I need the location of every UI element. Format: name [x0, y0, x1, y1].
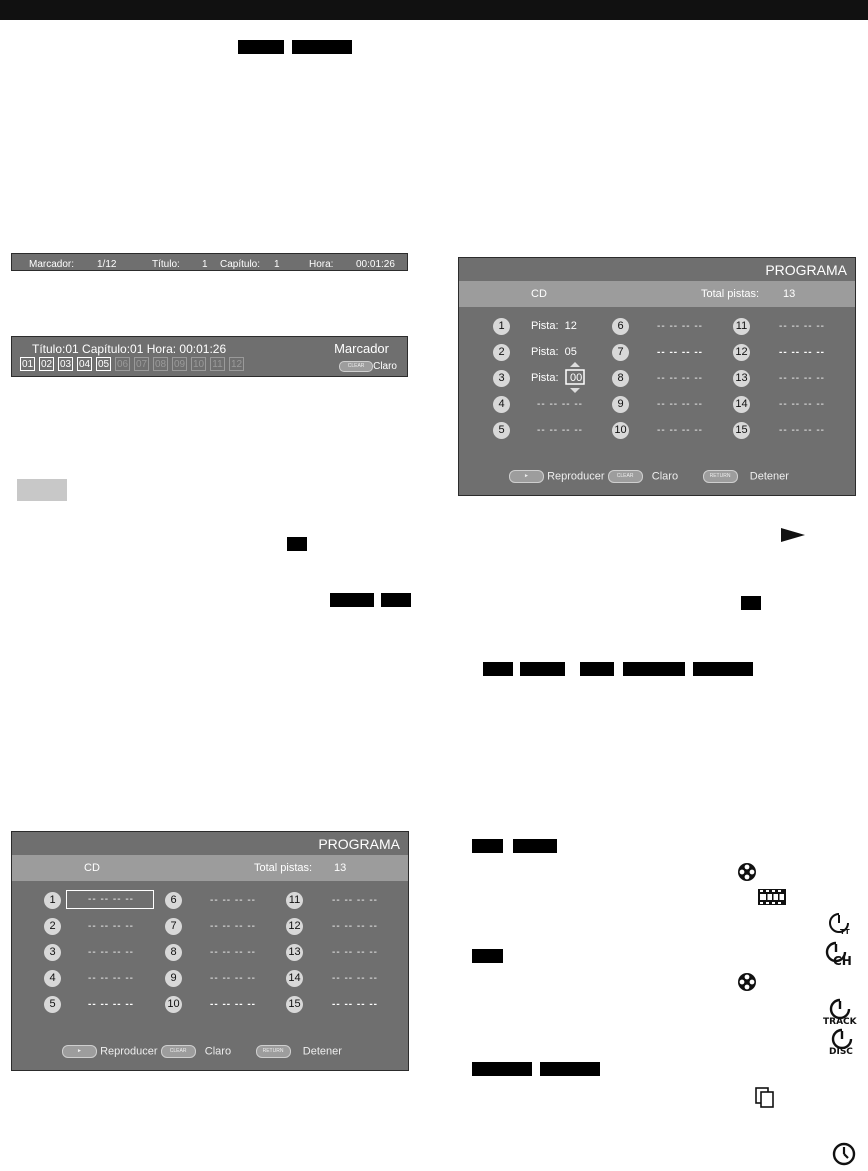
slot-number: 14 — [733, 396, 750, 413]
slot-number: 2 — [493, 344, 510, 361]
marker-slot[interactable]: 11 — [210, 357, 225, 371]
titulo-label: Título: — [152, 259, 180, 270]
disc-tag — [472, 949, 503, 963]
empty-slot: -- -- -- -- — [537, 399, 583, 410]
slot-number: 15 — [286, 996, 303, 1013]
marcador-label: Marcador: — [29, 259, 75, 270]
empty-slot: -- -- -- -- — [779, 347, 825, 358]
hora-label: Hora: — [309, 259, 334, 270]
pista-label: Pista: — [531, 320, 559, 332]
empty-slot: -- -- -- -- — [210, 999, 256, 1010]
empty-slot: -- -- -- -- — [88, 921, 134, 932]
empty-slot: -- -- -- -- — [332, 921, 378, 932]
empty-slot: -- -- -- -- — [88, 999, 134, 1010]
clear-pill: CLEAR — [339, 361, 373, 372]
programa-header — [12, 855, 408, 881]
clock-track-icon — [822, 998, 860, 1031]
slot-number: 12 — [286, 918, 303, 935]
slot-number: 15 — [733, 422, 750, 439]
stop-label: Detener — [749, 470, 789, 483]
marker-slot[interactable]: 07 — [135, 359, 148, 370]
empty-slot: -- -- -- -- — [332, 999, 378, 1010]
film-reel-icon — [737, 862, 757, 887]
total-value: 13 — [783, 288, 796, 300]
empty-slot: -- -- -- -- — [657, 321, 703, 332]
slot-number: 5 — [44, 996, 61, 1013]
slot-number: 14 — [286, 970, 303, 987]
total-value: 13 — [334, 862, 347, 874]
programa-footer — [509, 470, 789, 483]
clear-pill[interactable]: CLEAR — [608, 470, 643, 483]
clock-icon — [832, 1142, 856, 1171]
empty-slot: -- -- -- -- — [210, 947, 256, 958]
slot-number: 7 — [165, 918, 182, 935]
pages-icon — [755, 1087, 775, 1114]
marker-status-bar — [11, 253, 408, 271]
svg-text:TT: TT — [840, 928, 850, 936]
empty-slot: -- -- -- -- — [657, 425, 703, 436]
hora-value: 00:01:26 — [356, 259, 395, 270]
play-label: Reproducer — [100, 1045, 158, 1058]
marker-slot[interactable]: 09 — [173, 359, 186, 370]
svg-text:CH: CH — [833, 954, 852, 967]
slot-number: 3 — [493, 370, 510, 387]
slot-number: 11 — [733, 318, 750, 335]
slot-number: 1 — [44, 892, 61, 909]
return-pill[interactable]: RETURN — [256, 1045, 291, 1058]
top-bar — [0, 0, 868, 20]
marker-slot[interactable]: 10 — [192, 359, 205, 370]
play-pill[interactable]: ► — [509, 470, 544, 483]
slot-number: 13 — [286, 944, 303, 961]
pista-value: 00 — [570, 372, 583, 384]
empty-slot: -- -- -- -- — [779, 373, 825, 384]
disc-tag — [238, 40, 284, 54]
slot-number: 6 — [612, 318, 629, 335]
slot-number: 8 — [165, 944, 182, 961]
empty-slot: -- -- -- -- — [779, 425, 825, 436]
slot-number: 10 — [612, 422, 629, 439]
programa-footer — [62, 1045, 342, 1058]
slot-number: 5 — [493, 422, 510, 439]
slot-number: 13 — [733, 370, 750, 387]
programa-screen-left — [11, 831, 409, 1071]
clear-label: Claro — [651, 470, 679, 483]
pista-row[interactable] — [531, 372, 559, 384]
slot-number: 4 — [493, 396, 510, 413]
programa-screen-right — [458, 257, 856, 496]
empty-slot: -- -- -- -- — [88, 973, 134, 984]
empty-slot: -- -- -- -- — [210, 921, 256, 932]
total-label: Total pistas: — [701, 288, 760, 300]
film-reel-icon — [737, 972, 757, 997]
stop-label: Detener — [302, 1045, 342, 1058]
capitulo-label: Capítulo: — [220, 259, 261, 270]
disc-tag — [381, 593, 411, 607]
source-label: CD — [84, 862, 100, 874]
clear-pill[interactable]: CLEAR — [161, 1045, 196, 1058]
disc-tag — [472, 839, 503, 853]
disc-tag — [472, 1062, 532, 1076]
marker-slot[interactable]: 01 — [21, 359, 34, 370]
empty-slot: -- -- -- -- — [779, 321, 825, 332]
clock-ch-icon — [824, 941, 856, 972]
empty-slot: -- -- -- -- — [210, 973, 256, 984]
marker-slot[interactable]: 05 — [97, 359, 110, 370]
empty-slot: -- -- -- -- — [537, 425, 583, 436]
source-label: CD — [531, 288, 547, 300]
play-arrow-icon — [781, 528, 805, 547]
slot-number: 10 — [165, 996, 182, 1013]
marker-slot[interactable]: 04 — [78, 359, 91, 370]
empty-slot: -- -- -- -- — [88, 894, 134, 905]
svg-text:DISC: DISC — [829, 1047, 853, 1056]
pista-label: Pista: — [531, 372, 559, 384]
clock-disc-icon — [826, 1028, 860, 1061]
disc-tag — [741, 596, 761, 610]
clock-tt-icon — [828, 912, 852, 941]
programa-title: PROGRAMA — [318, 836, 400, 852]
disc-tag — [513, 839, 557, 853]
marker-title: Marcador — [334, 341, 389, 356]
empty-slot: -- -- -- -- — [88, 947, 134, 958]
total-label: Total pistas: — [254, 862, 313, 874]
marker-slot[interactable]: 02 — [40, 359, 53, 370]
marker-slot[interactable]: 12 — [230, 359, 243, 370]
empty-slot: -- -- -- -- — [210, 895, 256, 906]
play-pill[interactable]: ► — [62, 1045, 97, 1058]
play-label: Reproducer — [547, 470, 605, 483]
capitulo-value: 1 — [274, 259, 280, 270]
return-pill[interactable]: RETURN — [703, 470, 738, 483]
disc-tag — [292, 40, 352, 54]
disc-tag — [540, 1062, 600, 1076]
pista-row[interactable] — [531, 320, 577, 332]
empty-slot: -- -- -- -- — [332, 895, 378, 906]
empty-slot: -- -- -- -- — [657, 399, 703, 410]
disc-tag — [330, 593, 374, 607]
empty-slot: -- -- -- -- — [779, 399, 825, 410]
empty-slot: -- -- -- -- — [657, 347, 703, 358]
disc-tag — [580, 662, 614, 676]
disc-tag — [693, 662, 753, 676]
slot-number: 12 — [733, 344, 750, 361]
empty-slot: -- -- -- -- — [657, 373, 703, 384]
empty-slot: -- -- -- -- — [332, 947, 378, 958]
slot-number: 3 — [44, 944, 61, 961]
marker-panel — [11, 336, 408, 377]
clear-label: Claro — [373, 361, 397, 373]
slot-number: 1 — [493, 318, 510, 335]
empty-slot: -- -- -- -- — [332, 973, 378, 984]
slot-number: 4 — [44, 970, 61, 987]
disc-tag — [483, 662, 513, 676]
pista-value: 12 — [564, 320, 577, 332]
marker-clear[interactable] — [339, 361, 397, 372]
marker-slots — [20, 357, 244, 371]
film-strip-icon — [758, 889, 786, 910]
slot-number: 9 — [165, 970, 182, 987]
pista-row[interactable] — [531, 346, 577, 358]
slot-number: 9 — [612, 396, 629, 413]
programa-title: PROGRAMA — [765, 262, 847, 278]
pista-label: Pista: — [531, 346, 559, 358]
slot-number: 8 — [612, 370, 629, 387]
marcador-value: 1/12 — [97, 259, 117, 270]
slot-number: 6 — [165, 892, 182, 909]
disc-tag — [287, 537, 307, 551]
clear-label: Claro — [204, 1045, 232, 1058]
marker-slot[interactable]: 08 — [154, 359, 167, 370]
slot-number: 2 — [44, 918, 61, 935]
programa-header — [459, 281, 855, 307]
disc-tag — [520, 662, 565, 676]
marker-slot[interactable]: 06 — [116, 359, 129, 370]
pista-value: 05 — [564, 346, 577, 358]
slot-number: 7 — [612, 344, 629, 361]
titulo-value: 1 — [202, 259, 208, 270]
svg-text:TRACK: TRACK — [823, 1017, 857, 1026]
disc-tag — [623, 662, 685, 676]
slot-number: 11 — [286, 892, 303, 909]
note-tag — [17, 479, 67, 501]
marker-info: Título:01 Capítulo:01 Hora: 00:01:26 — [32, 342, 227, 356]
marker-slot[interactable]: 03 — [59, 359, 72, 370]
